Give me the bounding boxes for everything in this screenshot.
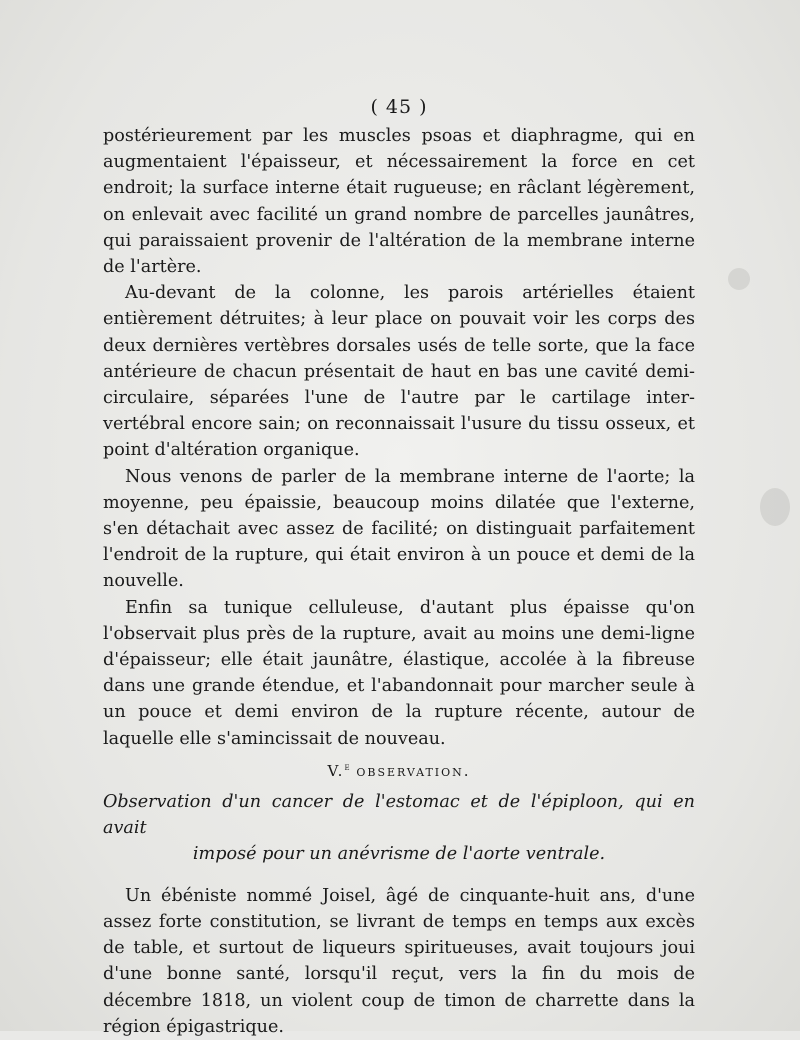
- paragraph-3: Nous venons de parler de la membrane interne de l'aorte; la moyenne, peu épaissie, beaucoup moins dilatée que l'externe, s'en détachait avec assez de facilité; on distinguait parfaitement l'endroit de la rupture, qui était environ à un pouce et demi de la nouvelle.: [103, 466, 695, 592]
- observation-heading: [103, 762, 695, 780]
- paragraph-4: Enfin sa tunique celluleuse, d'autant plus épaisse qu'on l'observait plus près de la rupture, avait au moins une demi-ligne d'épaisseur; elle était jaunâtre, élastique, accolée à la fibreuse dans une grande étendue, et l'abandonnait pour marcher seule à un pouce et demi environ de la rupture récente, autour de laquelle elle s'amincissait de nouveau.: [103, 597, 695, 749]
- observation-label: observation.: [356, 761, 471, 780]
- paragraph-2: Au-devant de la colonne, les parois artérielles étaient entièrement détruites; à leur place on pouvait voir les corps des deux dernières vertèbres dorsales usés de telle sorte, que la face antérieure de chacun présentait de haut en bas une cavité demi-circulaire, séparées l'une de l'autre par le cartilage inter-vertébral encore sain; on reconnaissait l'usure du tissu osseux, et point d'altération organique.: [103, 283, 695, 461]
- paragraph-1: postérieurement par les muscles psoas et diaphragme, qui en augmentaient l'épaisseur, et nécessairement la force en cet endroit; la surface interne était rugueuse; en râclant légèrement, on enlevait avec facilité un grand nombre de parcelles jaunâtres, qui paraissaient provenir de l'altération de la membrane interne de l'artère.: [103, 126, 695, 278]
- paper-stain: [728, 268, 750, 290]
- paragraph-5: Un ébéniste nommé Joisel, âgé de cinquante-huit ans, d'une assez forte constitution, se livrant de temps en temps aux excès de table, et surtout de liqueurs spiritueuses, avait toujours joui d'une bonne santé, lorsqu'il reçut, vers la fin du mois de décembre 1818, un violent coup de timon de charrette dans la région épigastrique.: [103, 885, 695, 1037]
- observation-numeral: V.: [327, 761, 345, 780]
- page-number: ( 45 ): [370, 96, 428, 118]
- observation-superscript: e: [344, 761, 350, 773]
- observation-subtitle-line1: Observation d'un cancer de l'estomac et de l'épiploon, qui en avait: [103, 791, 695, 838]
- observation-subtitle-line2: imposé pour un anévrisme de l'aorte ventrale.: [192, 843, 606, 864]
- text-block: [103, 96, 695, 1040]
- observation-subtitle: [103, 789, 695, 867]
- paper-stain: [760, 488, 790, 526]
